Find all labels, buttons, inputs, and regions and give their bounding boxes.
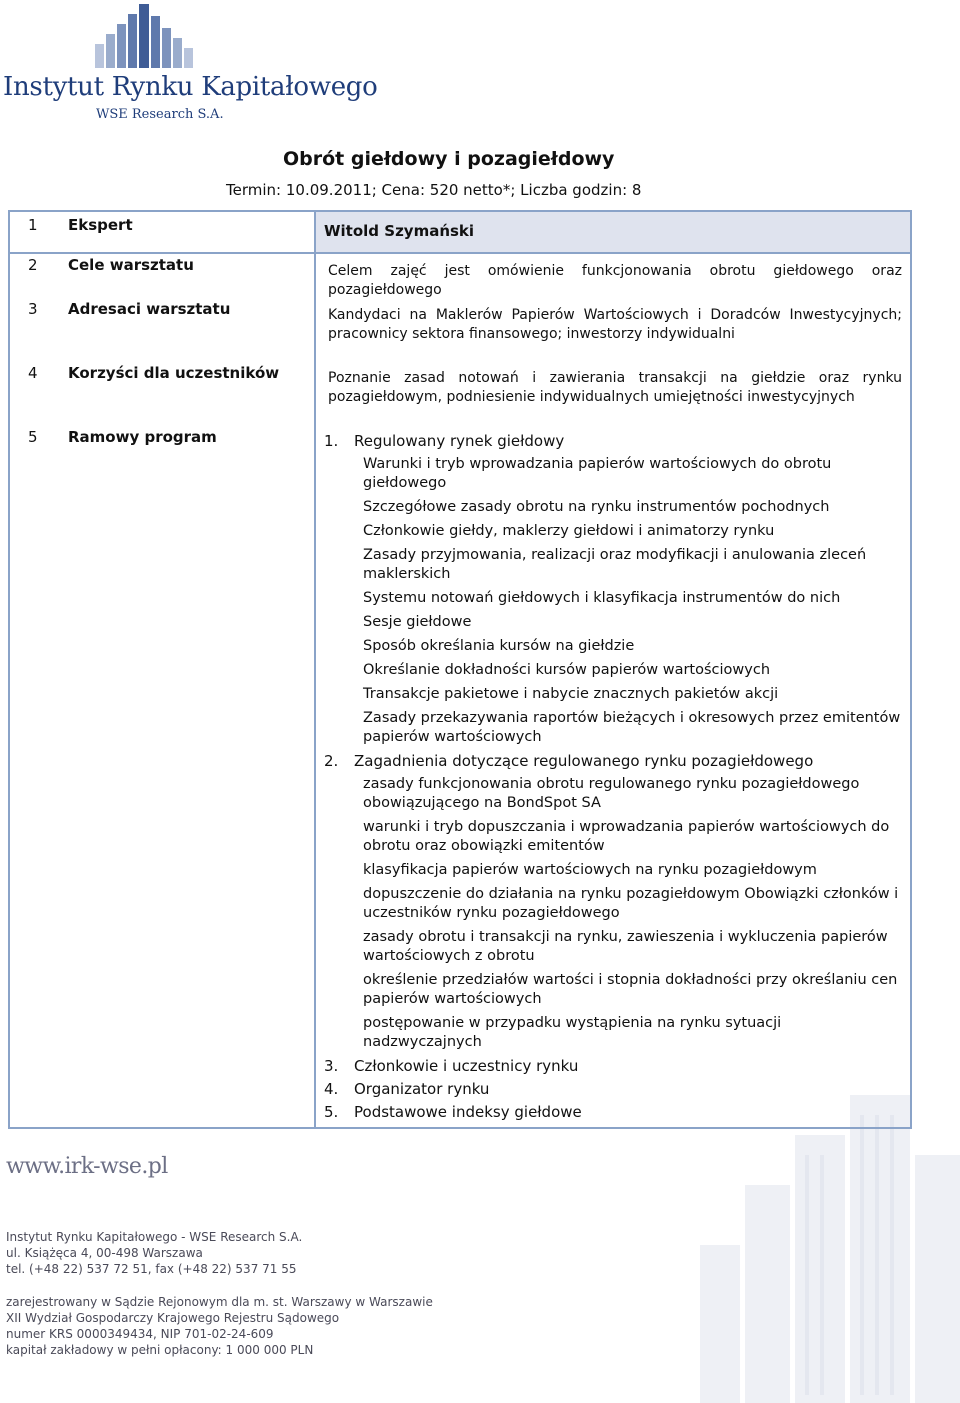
program-topic-item: Transakcje pakietowe i nabycie znacznych pakietów akcji bbox=[363, 686, 779, 702]
row-label-goals: Cele warsztatu bbox=[68, 256, 194, 274]
program-topic-item: Szczegółowe zasady obrotu na rynku instrumentów pochodnych bbox=[363, 499, 830, 515]
program-section-label: Regulowany rynek giełdowy bbox=[354, 432, 565, 450]
program-topic-item: Określanie dokładności kursów papierów wartościowych bbox=[363, 662, 771, 678]
website-url[interactable]: www.irk-wse.pl bbox=[6, 1154, 168, 1179]
row-divider bbox=[10, 252, 910, 254]
program-section-label: Organizator rynku bbox=[354, 1080, 490, 1098]
program-topic-item: klasyfikacja papierów wartościowych na rynku pozagiełdowym bbox=[363, 862, 817, 878]
footer-registry-line: numer KRS 0000349434, NIP 701-02-24-609 bbox=[6, 1327, 274, 1341]
row-label-audience: Adresaci warsztatu bbox=[68, 300, 231, 318]
program-section-label: Zagadnienia dotyczące regulowanego rynku pozagiełdowego bbox=[354, 752, 814, 770]
footer-registry-line: zarejestrowany w Sądzie Rejonowym dla m. st. Warszawy w Warszawie bbox=[6, 1295, 433, 1309]
program-topic-item: Zasady przyjmowania, realizacji oraz modyfikacji i anulowania zleceń maklerskich bbox=[363, 547, 867, 582]
logo-name: Instytut Rynku Kapitałowego bbox=[3, 72, 378, 102]
row-number: 5 bbox=[28, 428, 38, 446]
program-topic-item: określenie przedziałów wartości i stopnia dokładności przy określaniu cen papierów wartościowych bbox=[363, 972, 898, 1007]
program-topic-list bbox=[324, 775, 904, 1052]
irk-logo bbox=[0, 0, 378, 130]
building-watermark-icon bbox=[700, 1095, 960, 1403]
program-topic-item: zasady obrotu i transakcji na rynku, zawieszenia i wykluczenia papierów wartościowych z obrotu bbox=[363, 929, 888, 964]
program-section-title bbox=[324, 752, 904, 771]
footer-address bbox=[6, 1229, 302, 1277]
program-topic-item: warunki i tryb dopuszczania i wprowadzania papierów wartościowych do obrotu oraz obowiązki emitentów bbox=[363, 819, 890, 854]
program-topic-item: Warunki i tryb wprowadzania papierów wartościowych do obrotu giełdowego bbox=[363, 456, 832, 491]
program-section-number: 2. bbox=[324, 752, 339, 770]
program-topic-item: Zasady przekazywania raportów bieżących i okresowych przez emitentów papierów wartościowych bbox=[363, 710, 901, 745]
course-info-table bbox=[8, 210, 912, 1129]
building-bars-icon bbox=[95, 4, 205, 68]
goals-text: Celem zajęć jest omówienie funkcjonowania obrotu giełdowego oraz pozagiełdowego bbox=[328, 263, 902, 298]
program-section-label: Członkowie i uczestnicy rynku bbox=[354, 1057, 579, 1075]
program-topic-item: dopuszczenie do działania na rynku pozagiełdowym Obowiązki członków i uczestników rynku pozagiełdowego bbox=[363, 886, 899, 921]
footer-address-line: ul. Książęca 4, 00-498 Warszawa bbox=[6, 1246, 203, 1260]
program-section-title bbox=[324, 1080, 904, 1099]
footer-registry bbox=[6, 1294, 433, 1358]
row-number: 2 bbox=[28, 256, 38, 274]
logo-subtitle: WSE Research S.A. bbox=[96, 107, 224, 122]
column-separator bbox=[314, 212, 316, 1127]
benefits-text: Poznanie zasad notowań i zawierania transakcji na giełdzie oraz rynku pozagiełdowym, podniesienie indywidualnych umiejętności inwestycyjnych bbox=[328, 370, 902, 405]
footer-address-line: Instytut Rynku Kapitałowego - WSE Research S.A. bbox=[6, 1230, 303, 1244]
program-topic-item: Systemu notowań giełdowych i klasyfikacja instrumentów do nich bbox=[363, 590, 841, 606]
footer-registry-line: XII Wydział Gospodarczy Krajowego Rejestru Sądowego bbox=[6, 1311, 340, 1325]
program-topic-item: Sposób określania kursów na giełdzie bbox=[363, 638, 635, 654]
program-topic-item: Członkowie giełdy, maklerzy giełdowi i animatorzy rynku bbox=[363, 523, 775, 539]
footer-address-line: tel. (+48 22) 537 72 51, fax (+48 22) 537 71 55 bbox=[6, 1262, 297, 1276]
program-section-number: 1. bbox=[324, 432, 339, 450]
row-number: 3 bbox=[28, 300, 38, 318]
program-section-number: 3. bbox=[324, 1057, 339, 1075]
program-section-label: Podstawowe indeksy giełdowe bbox=[354, 1103, 582, 1121]
program-section-title bbox=[324, 1057, 904, 1076]
footer-registry-line: kapitał zakładowy w pełni opłacony: 1 000 000 PLN bbox=[6, 1343, 314, 1357]
program-topic-item: zasady funkcjonowania obrotu regulowanego rynku pozagiełdowego obowiązującego na BondSpot SA bbox=[363, 776, 860, 811]
program-outline bbox=[324, 432, 904, 1126]
program-topic-list bbox=[324, 455, 904, 747]
audience-text: Kandydaci na Maklerów Papierów Wartościowych i Doradców Inwestycyjnych; pracownicy sektora finansowego; inwestorzy indywidualni bbox=[328, 307, 902, 342]
program-topic-item: postępowanie w przypadku wystąpienia na rynku sytuacji nadzwyczajnych bbox=[363, 1015, 782, 1050]
program-section-title bbox=[324, 1103, 904, 1122]
program-section-number: 4. bbox=[324, 1080, 339, 1098]
row-label-program: Ramowy program bbox=[68, 428, 217, 446]
course-details: Termin: 10.09.2011; Cena: 520 netto*; Liczba godzin: 8 bbox=[226, 181, 642, 199]
row-label-expert: Ekspert bbox=[68, 216, 133, 234]
expert-name: Witold Szymański bbox=[324, 222, 475, 240]
program-topic-item: Sesje giełdowe bbox=[363, 614, 472, 630]
row-label-benefits: Korzyści dla uczestników bbox=[68, 364, 280, 382]
program-section-number: 5. bbox=[324, 1103, 339, 1121]
program-section-title bbox=[324, 432, 904, 451]
row-number: 4 bbox=[28, 364, 38, 382]
row-number: 1 bbox=[28, 216, 38, 234]
page-title: Obrót giełdowy i pozagiełdowy bbox=[283, 148, 615, 170]
